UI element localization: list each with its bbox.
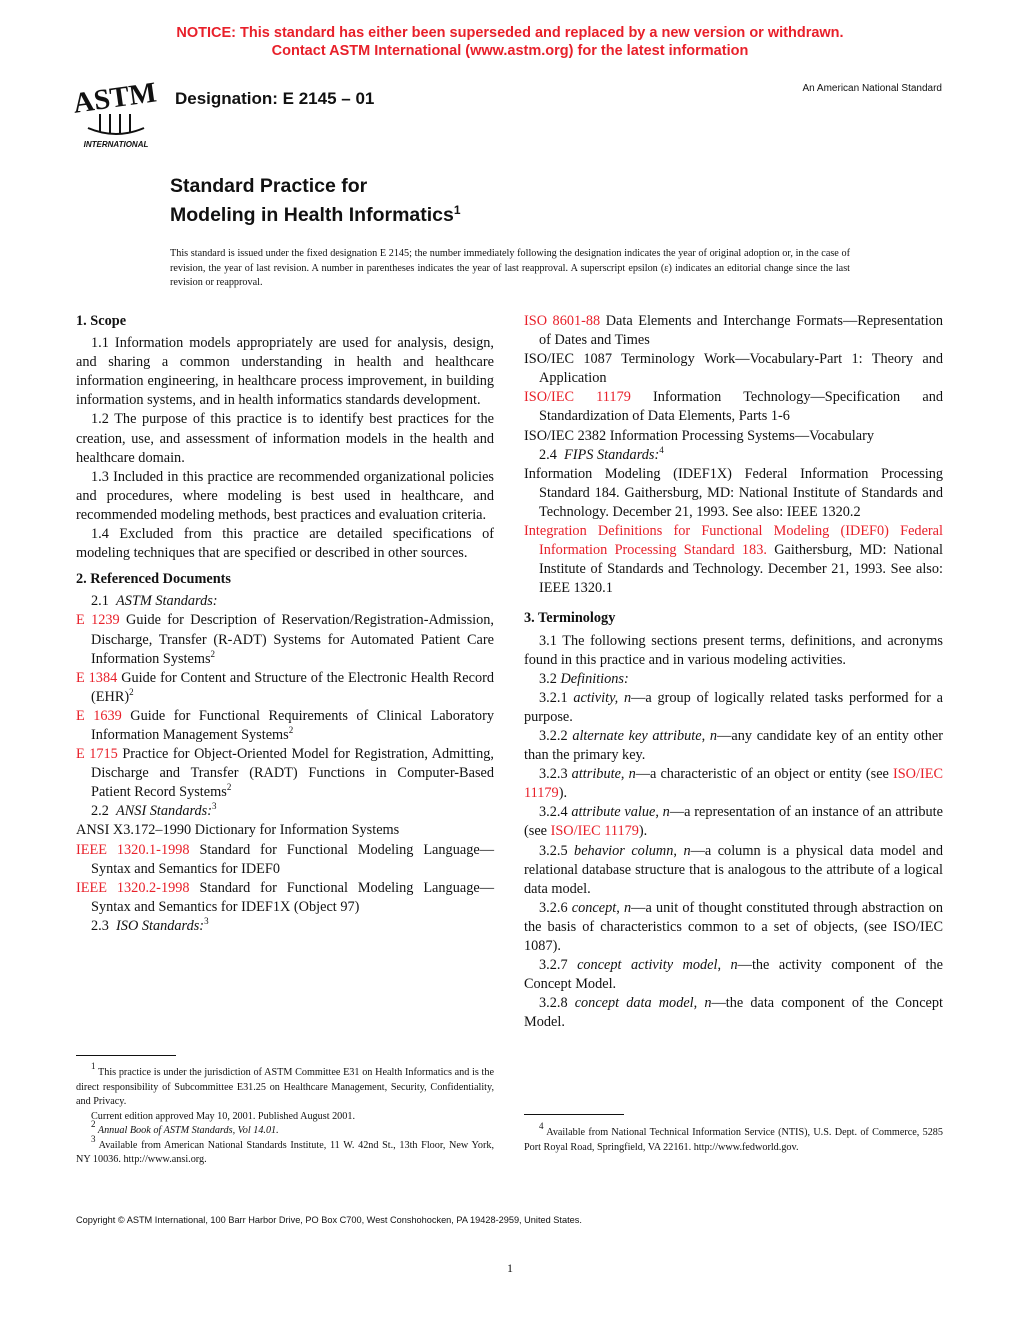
reference-iso-8601: ISO 8601-88 Data Elements and Interchange Formats—Representation of Dates and Times <box>524 313 943 349</box>
notice-line-1: NOTICE: This standard has either been superseded and replaced by a new version or withdrawn. <box>176 25 844 41</box>
link-attribute-value-iso-iec-11179[interactable]: ISO/IEC 11179 <box>550 823 639 840</box>
title-line-2: Modeling in Health Informatics$^1$ <box>170 203 461 226</box>
copyright-line: Copyright © ASTM International, 100 Barr Harbor Drive, PO Box C700, West Conshohocken, PA 19428-2959, United States. <box>76 1215 582 1225</box>
reference-ieee-1320-1: IEEE 1320.1-1998 Standard for Functional Modeling Language—Syntax and Semantics for IDEF0 <box>76 841 494 877</box>
footnote-2: $^2$ Annual Book of ASTM Standards, Vol 14.01. <box>91 1119 279 1136</box>
subsection-2-2: 2.2 ANSI Standards:$^3$ <box>91 801 217 820</box>
left-column <box>76 312 494 936</box>
astm-logo-text: ASTM <box>71 76 159 120</box>
title-footnote-mark: 1 <box>453 203 461 217</box>
reference-fips-184: Information Modeling (IDEF1X) Federal Information Processing Standard 184. Gaithersburg, MD: National Institute of Standards and Technology. December 21, 1993. See also: IEEE 1320.2 <box>524 465 943 520</box>
issuance-statement: This standard is issued under the fixed designation E 2145; the number immediately following the designation indicates the year of original adoption or, in the case of revision, the year of last revision. A number in parentheses indicates the year of last reapproval. A superscript epsilon (ε) indicates an editorial change since the last revision or reapproval. <box>170 248 850 288</box>
paragraph-1-3: 1.3 Included in this practice are recommended organizational policies and procedures, where modeling is best used in healthcare, and recommended modeling methods, best practices and evaluation criteria. <box>76 468 494 523</box>
american-national-standard-label: An American National Standard <box>802 83 942 94</box>
definition-activity: 3.2.1 activity, n—a group of logically related tasks performed for a purpose. <box>524 689 943 725</box>
designation: Designation: E 2145 – 01 <box>175 89 375 108</box>
paragraph-3-1: 3.1 The following sections present terms, definitions, and acronyms found in this practice and in various modeling activities. <box>524 632 943 668</box>
reference-e1384: E 1384 Guide for Content and Structure of the Electronic Health Record (EHR)$^2$ <box>76 669 495 705</box>
link-fips-183[interactable]: Integration Definitions for Functional Modeling (IDEF0) Federal Information Processing Standard 183. <box>524 523 943 559</box>
paragraph-1-2: 1.2 The purpose of this practice is to identify best practices for the creation, use, and assessment of information models in the health and healthcare domain. <box>76 411 494 466</box>
link-e1639[interactable]: E 1639 <box>76 707 122 724</box>
section-heading-scope: 1. Scope <box>76 313 127 329</box>
subsection-2-3: 2.3 ISO Standards:$^3$ <box>91 915 209 934</box>
reference-iso-iec-2382: ISO/IEC 2382 Information Processing Systems—Vocabulary <box>524 427 874 444</box>
reference-iso-iec-11179: ISO/IEC 11179 Information Technology—Specification and Standardization of Data Elements, Parts 1-6 <box>524 389 943 425</box>
definition-concept-activity-model: 3.2.7 concept activity model, n—the activity component of the Concept Model. <box>524 957 944 993</box>
definition-concept: 3.2.6 concept, n—a unit of thought constituted through abstraction on the basis of characteristics common to a set of objects, (see ISO/IEC 1087). <box>524 899 944 954</box>
subsection-3-2: 3.2 Definitions: <box>539 670 629 687</box>
link-e1715[interactable]: E 1715 <box>76 746 118 763</box>
subsection-2-4: 2.4 FIPS Standards:$^4$ <box>539 444 664 463</box>
link-e1239[interactable]: E 1239 <box>76 612 120 629</box>
subsection-2-1: 2.1 ASTM Standards: <box>91 593 218 610</box>
footnote-1: $^1$ This practice is under the jurisdiction of ASTM Committee E31 on Health Informatics and is the direct responsibility of Subcommittee E31.25 on Healthcare Management, Security, Confidentiality, and Privacy. <box>76 1061 494 1107</box>
section-heading-terminology: 3. Terminology <box>524 610 616 627</box>
footnote-3: $^3$ Available from American National Standards Institute, 11 W. 42nd St., 13th Floor, New York, NY 10036. http://www.ansi.org. <box>76 1133 494 1165</box>
link-iso-iec-11179[interactable]: ISO/IEC 11179 <box>524 389 631 406</box>
definition-behavior-column: 3.2.5 behavior column, n—a column is a physical data model and relational database structure that is analogous to the attribute of a logical data model. <box>524 842 944 897</box>
link-e1384[interactable]: E 1384 <box>76 669 118 686</box>
footnotes-left <box>76 1061 494 1168</box>
supersession-notice <box>0 24 1020 60</box>
definition-concept-data-model: 3.2.8 concept data model, n—the data component of the Concept Model. <box>524 995 944 1031</box>
document-title <box>170 174 461 227</box>
page-number: 1 <box>507 1261 513 1275</box>
definition-alternate-key-attribute: 3.2.2 alternate key attribute, n—any candidate key of an entity other than the primary key. <box>524 727 943 764</box>
definition-attribute: 3.2.3 attribute, n—a characteristic of an object or entity (see ISO/IEC 11179). <box>524 766 943 802</box>
reference-e1715: E 1715 Practice for Object-Oriented Model for Registration, Admitting, Discharge and Transfer (RADT) Functions in Computer-Based Patient Record Systems$^2$ <box>76 746 495 801</box>
notice-line-2: Contact ASTM International (www.astm.org) for the latest information <box>271 43 749 59</box>
link-attribute-iso-iec-11179[interactable]: ISO/IEC 11179 <box>524 766 943 802</box>
link-iso-8601[interactable]: ISO 8601-88 <box>524 313 601 329</box>
reference-e1639: E 1639 Guide for Functional Requirements of Clinical Laboratory Information Management Systems$^2$ <box>76 707 494 743</box>
footnote-1-edition: Current edition approved May 10, 2001. Published August 2001. <box>91 1110 356 1122</box>
title-line-1: Standard Practice for <box>170 175 368 197</box>
link-ieee-1320-2[interactable]: IEEE 1320.2-1998 <box>76 879 190 896</box>
right-column <box>524 312 943 1032</box>
footnote-4: $^4$ Available from National Technical Information Service (NTIS), U.S. Dept. of Commerce, 5285 Port Royal Road, Springfield, VA 22161. http://www.fedworld.gov. <box>524 1121 943 1153</box>
link-ieee-1320-1[interactable]: IEEE 1320.1-1998 <box>76 841 190 858</box>
section-heading-referenced-documents: 2. Referenced Documents <box>76 571 231 588</box>
definition-attribute-value: 3.2.4 attribute value, n—a representation of an instance of an attribute (see ISO/IEC 11179). <box>524 804 943 840</box>
footnotes-right <box>524 1121 943 1155</box>
reference-ansi-x3172: ANSI X3.172–1990 Dictionary for Information Systems <box>76 822 400 839</box>
paragraph-1-1: 1.1 Information models appropriately are used for analysis, design, and sharing a common understanding in health and healthcare information engineering, in healthcare process improvement, in building information systems, and in health informatics standards development. <box>76 335 494 409</box>
astm-logo <box>70 70 162 152</box>
reference-iso-iec-1087: ISO/IEC 1087 Terminology Work—Vocabulary-Part 1: Theory and Application <box>524 351 943 387</box>
footnote-rule-right <box>524 1114 624 1115</box>
paragraph-1-4: 1.4 Excluded from this practice are detailed specifications of modeling techniques that are specified or described in other sources. <box>76 526 494 562</box>
reference-e1239: E 1239 Guide for Description of Reservation/Registration-Admission, Discharge, Transfer (R-ADT) Systems for Automated Patient Care Information Systems$^2$ <box>76 612 494 667</box>
astm-logo-subtext: INTERNATIONAL <box>83 140 149 149</box>
footnote-rule-left <box>76 1055 176 1056</box>
reference-fips-183: Integration Definitions for Functional Modeling (IDEF0) Federal Information Processing Standard 183. Gaithersburg, MD: National Institute of Standards and Technology. December 21, 1993. See also: IEEE 1320.1 <box>524 523 943 597</box>
reference-ieee-1320-2: IEEE 1320.2-1998 Standard for Functional Modeling Language—Syntax and Semantics for IDEF1X (Object 97) <box>76 879 494 915</box>
